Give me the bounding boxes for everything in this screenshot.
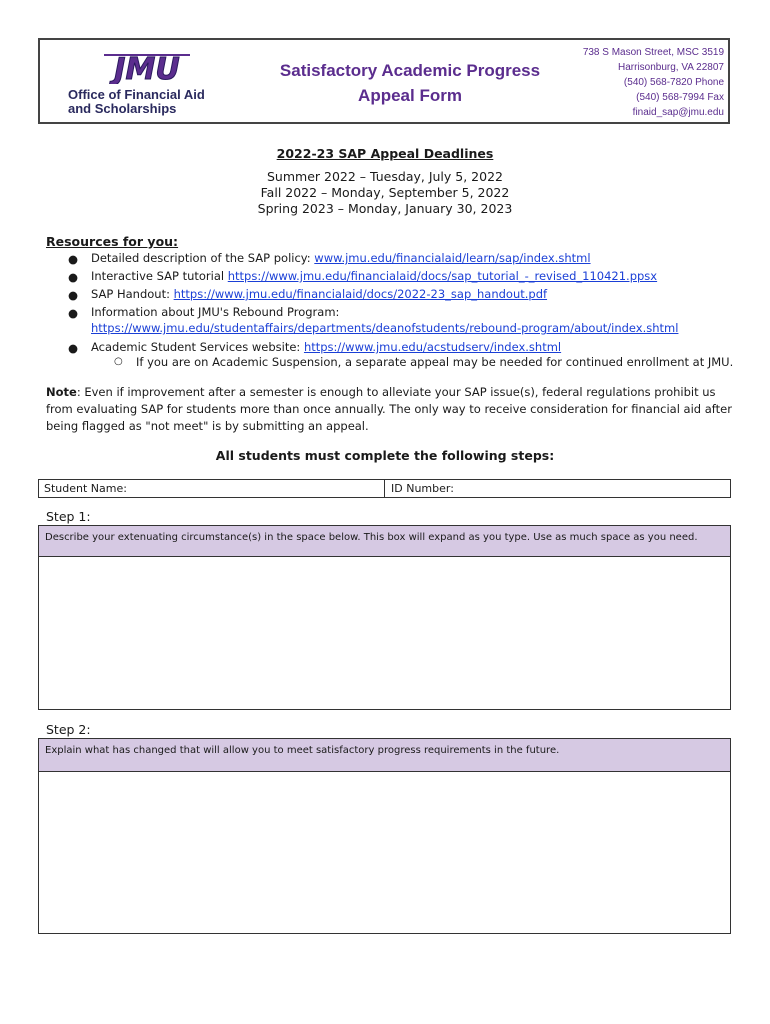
office-name-line2: and Scholarships <box>68 101 177 116</box>
resource-link-tutorial[interactable]: https://www.jmu.edu/financialaid/docs/sap_tutorial_-_revised_110421.ppsx <box>227 269 658 283</box>
resource-item-handout <box>91 287 547 301</box>
resource-item-tutorial <box>91 269 657 283</box>
note-text: : Even if improvement after a semester is enough to alleviate your SAP issue(s), federal regulations prohibit us from evaluating SAP for students more than once annually. The only way to receive consideration for financial aid after being flagged as "not meet" is by submitting an appeal. <box>46 385 732 433</box>
step2-label: Step 2: <box>46 722 91 737</box>
table-divider <box>384 479 385 498</box>
deadline-spring: Spring 2023 – Monday, January 30, 2023 <box>257 201 513 216</box>
form-title <box>270 58 550 108</box>
resource-text: Interactive SAP tutorial <box>91 269 228 283</box>
step1-label: Step 1: <box>46 509 91 524</box>
form-title-line1: Satisfactory Academic Progress <box>279 61 541 80</box>
note-label: Note <box>46 385 77 399</box>
resource-link-rebound[interactable]: https://www.jmu.edu/studentaffairs/departments/deanofstudents/rebound-program/about/index.shtml <box>91 321 679 335</box>
office-name-line1: Office of Financial Aid <box>68 87 205 102</box>
steps-heading: All students must complete the following steps: <box>215 448 555 463</box>
step1-prompt: Describe your extenuating circumstance(s) in the space below. This box will expand as you type. Use as much space as you need. <box>38 525 731 557</box>
jmu-logo <box>66 50 226 116</box>
svg-text:JMU: JMU <box>114 52 180 84</box>
bullet-icon: ● <box>68 288 79 302</box>
deadlines-title: 2022-23 SAP Appeal Deadlines <box>276 146 494 161</box>
resource-item-acstudserv <box>91 340 561 354</box>
resource-subitem-suspension: If you are on Academic Suspension, a separate appeal may be needed for continued enrollment at JMU. <box>136 355 734 369</box>
bullet-icon: ● <box>68 306 79 320</box>
resource-link-policy[interactable]: www.jmu.edu/financialaid/learn/sap/index.shtml <box>314 251 591 265</box>
step1-textarea[interactable] <box>38 556 731 710</box>
circle-bullet-icon: ○ <box>114 356 123 367</box>
jmu-logo-mark <box>100 52 194 84</box>
bullet-icon: ● <box>68 270 79 284</box>
resource-link-handout[interactable]: https://www.jmu.edu/financialaid/docs/2022-23_sap_handout.pdf <box>173 287 548 301</box>
bullet-icon: ● <box>68 341 79 355</box>
deadline-summer: Summer 2022 – Tuesday, July 5, 2022 <box>267 169 503 184</box>
bullet-icon: ● <box>68 252 79 266</box>
address-fax: (540) 568-7994 Fax <box>636 92 724 103</box>
resources-heading: Resources for you: <box>46 234 179 249</box>
resource-item-policy <box>91 251 591 265</box>
resource-text: Information about JMU's Rebound Program: <box>91 305 340 319</box>
step2-textarea[interactable] <box>38 771 731 934</box>
address-email[interactable]: finaid_sap@jmu.edu <box>632 107 724 118</box>
resource-item-rebound <box>91 305 678 335</box>
contact-address <box>583 45 724 120</box>
address-street: 738 S Mason Street, MSC 3519 <box>582 47 724 58</box>
resource-text: Detailed description of the SAP policy: <box>91 251 315 265</box>
address-city: Harrisonburg, VA 22807 <box>618 62 724 73</box>
deadline-fall: Fall 2022 – Monday, September 5, 2022 <box>260 185 510 200</box>
address-phone: (540) 568-7820 Phone <box>623 77 724 88</box>
student-name-field[interactable]: Student Name: <box>44 482 127 495</box>
id-number-field[interactable]: ID Number: <box>391 482 454 495</box>
note-paragraph <box>46 384 736 435</box>
resource-text: SAP Handout: <box>91 287 174 301</box>
form-title-line2: Appeal Form <box>358 86 462 105</box>
resource-text: Academic Student Services website: <box>91 340 304 354</box>
resource-link-acstudserv[interactable]: https://www.jmu.edu/acstudserv/index.shtml <box>303 340 562 354</box>
step2-prompt: Explain what has changed that will allow you to meet satisfactory progress requirements in the future. <box>38 738 731 772</box>
